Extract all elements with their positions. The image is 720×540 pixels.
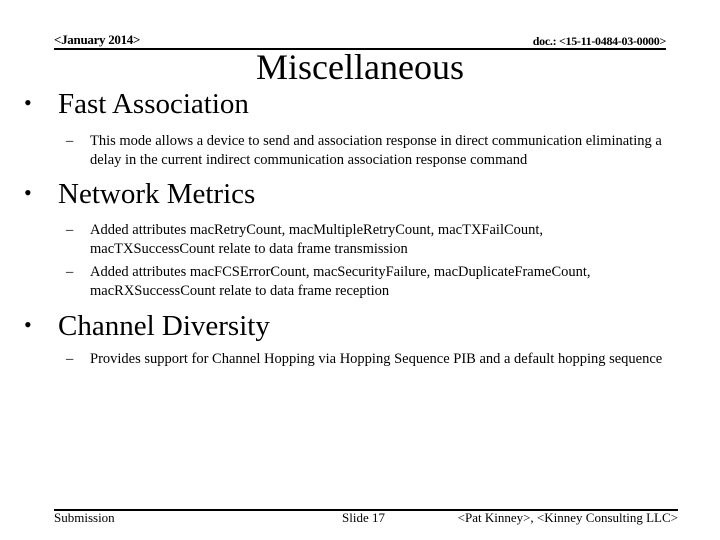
header-date: <January 2014> <box>54 32 141 47</box>
section-item <box>66 263 666 301</box>
header-doc-id: doc.: <15-11-0484-03-0000> <box>532 34 666 48</box>
section-item <box>66 132 666 170</box>
item-text: This mode allows a device to send and association response in direct communication eliminating a delay in the current indirect communication association response command <box>90 133 662 168</box>
item-text: Provides support for Channel Hopping via Hopping Sequence PIB and a default hopping sequence <box>90 351 663 367</box>
bullet-icon: • <box>24 312 32 338</box>
section-heading-network-metrics <box>24 178 255 211</box>
dash-icon: – <box>66 264 74 280</box>
section-item <box>66 221 666 259</box>
item-text: Added attributes macRetryCount, macMultipleRetryCount, macTXFailCount, macTXSuccessCount relate to data frame transmission <box>90 222 544 257</box>
footer-slide-number: Slide 17 <box>342 510 385 525</box>
heading-text: Channel Diversity <box>58 310 270 342</box>
bullet-icon: • <box>24 180 32 206</box>
slide-title <box>0 46 720 88</box>
footer-submission: Submission <box>54 510 115 525</box>
heading-text: Network Metrics <box>58 178 256 210</box>
footer-author: <Pat Kinney>, <Kinney Consulting LLC> <box>457 510 678 525</box>
dash-icon: – <box>66 351 74 367</box>
item-text: Added attributes macFCSErrorCount, macSecurityFailure, macDuplicateFrameCount, macRXSuccessCount relate to data frame reception <box>90 264 591 299</box>
heading-text: Fast Association <box>58 88 249 120</box>
dash-icon: – <box>66 133 74 149</box>
bullet-icon: • <box>24 90 32 116</box>
section-item <box>66 350 666 369</box>
slide-title-text: Miscellaneous <box>256 47 464 87</box>
section-heading-fast-association <box>24 88 249 121</box>
section-heading-channel-diversity <box>24 310 270 343</box>
dash-icon: – <box>66 222 74 238</box>
